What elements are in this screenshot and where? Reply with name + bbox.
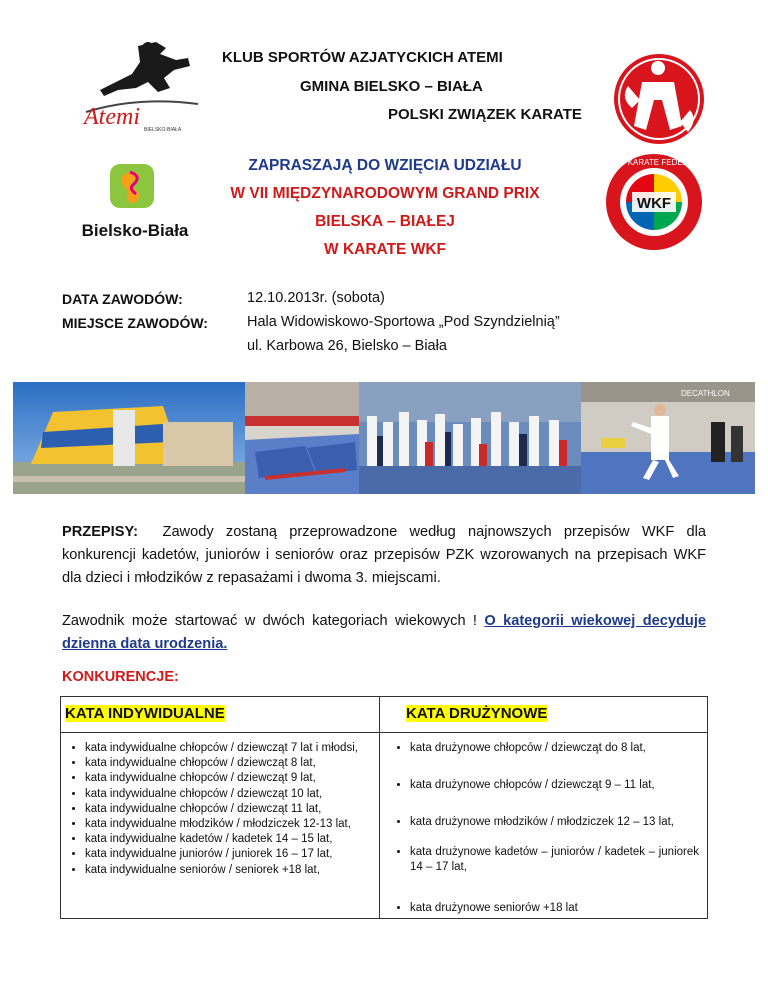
decathlon-banner: DECATHLON — [681, 389, 730, 398]
kata-team-list — [380, 741, 707, 916]
list-item: • kata indywidualne chłopców / dziewcząt 7 lat i młodsi, — [85, 741, 373, 756]
list-item: • kata drużynowe młodzików / młodziczek 12 – 13 lat, — [410, 815, 699, 830]
city-name: Bielsko-Biała — [81, 221, 189, 240]
list-item: • kata indywidualne chłopców / dziewcząt 8 lat, — [85, 756, 373, 771]
list-item: • kata drużynowe kadetów – juniorów / kadetek – juniorek 14 – 17 lat, — [410, 845, 699, 875]
place-label: MIEJSCE ZAWODÓW: — [62, 315, 208, 331]
rules-paragraph — [62, 521, 706, 590]
photo-athletes-group — [359, 382, 581, 494]
list-item: • kata indywidualne chłopców / dziewcząt 9 lat, — [85, 771, 373, 786]
kata-team-header: KATA DRUŻYNOWE — [406, 705, 548, 722]
list-item: • kata indywidualne młodzików / młodziczek 12-13 lat, — [85, 817, 373, 832]
list-item: • kata indywidualne chłopców / dziewcząt 10 lat, — [85, 787, 373, 802]
atemi-logo — [78, 38, 208, 133]
place-value-address: ul. Karbowa 26, Bielsko – Biała — [247, 338, 447, 354]
header-pzk: POLSKI ZWIĄZEK KARATE — [388, 106, 582, 123]
pzk-logo — [612, 52, 706, 146]
header-gmina: GMINA BIELSKO – BIAŁA — [300, 78, 483, 95]
list-item: • kata drużynowe chłopców / dziewcząt 9 – 11 lat, — [410, 778, 699, 793]
rules-label: PRZEPISY: — [62, 524, 138, 540]
atemi-wordmark: Atemi — [84, 104, 140, 130]
svg-text:BIELSKO-BIAŁA: BIELSKO-BIAŁA — [144, 127, 182, 133]
list-item: • kata indywidualne chłopców / dziewcząt 11 lat, — [85, 802, 373, 817]
age-paragraph — [62, 610, 706, 656]
invitation-line-1: ZAPRASZAJĄ DO WZIĘCIA UDZIAŁU — [248, 157, 522, 174]
list-item: • kata drużynowe chłopców / dziewcząt do 8 lat, — [410, 741, 699, 756]
right-header-cell — [380, 697, 708, 733]
photo-kata-performance — [581, 382, 755, 494]
date-label: DATA ZAWODÓW: — [62, 291, 183, 307]
kata-individual-header: KATA INDYWIDUALNE — [65, 705, 225, 722]
kata-individual-list — [61, 741, 379, 878]
list-item: • kata indywidualne kadetów / kadetek 14 – 15 lat, — [85, 832, 373, 847]
header-club: KLUB SPORTÓW AZJATYCKICH ATEMI — [222, 49, 503, 66]
svg-text:WORLD KARATE FEDERATION: WORLD KARATE FEDERATION — [595, 158, 713, 167]
competitions-title: KONKURENCJE: — [62, 669, 179, 685]
list-item: • kata indywidualne seniorów / seniorek +18 lat, — [85, 863, 373, 878]
place-value-hall: Hala Widowiskowo-Sportowa „Pod Szyndzielnią” — [247, 314, 560, 330]
bielsko-biala-logo — [70, 162, 200, 242]
left-header-cell — [61, 697, 380, 733]
invitation-line-2: W VII MIĘDZYNARODOWYM GRAND PRIX — [230, 185, 540, 202]
rules-text: Zawody zostaną przeprowadzone według najnowszych przepisów WKF dla konkurencji kadetów, juniorów i seniorów oraz przepisów PZK wzorowanych na przepisach WKF dla dzieci i młodzików z repasażami i dwoma 3. miejscami. — [62, 524, 707, 586]
age-text: Zawodnik może startować w dwóch kategoriach wiekowych ! — [62, 613, 485, 629]
wkf-logo — [595, 152, 713, 252]
list-item: • kata drużynowe seniorów +18 lat — [410, 901, 699, 916]
photo-hall-exterior — [13, 382, 245, 494]
invitation-line-3: BIELSKA – BIAŁEJ — [315, 213, 455, 230]
date-value: 12.10.2013r. (sobota) — [247, 290, 385, 306]
list-item: • kata indywidualne juniorów / juniorek 16 – 17 lat, — [85, 847, 373, 862]
photo-arena-mats — [245, 382, 359, 494]
right-list-cell — [380, 733, 708, 919]
competitions-table — [60, 696, 708, 919]
invitation-line-4: W KARATE WKF — [324, 241, 446, 258]
wkf-wordmark: WKF — [636, 195, 672, 212]
age-rule-link[interactable]: O kategorii wiekowej decyduje dzienna data urodzenia. — [62, 613, 706, 652]
left-list-cell — [61, 733, 380, 919]
